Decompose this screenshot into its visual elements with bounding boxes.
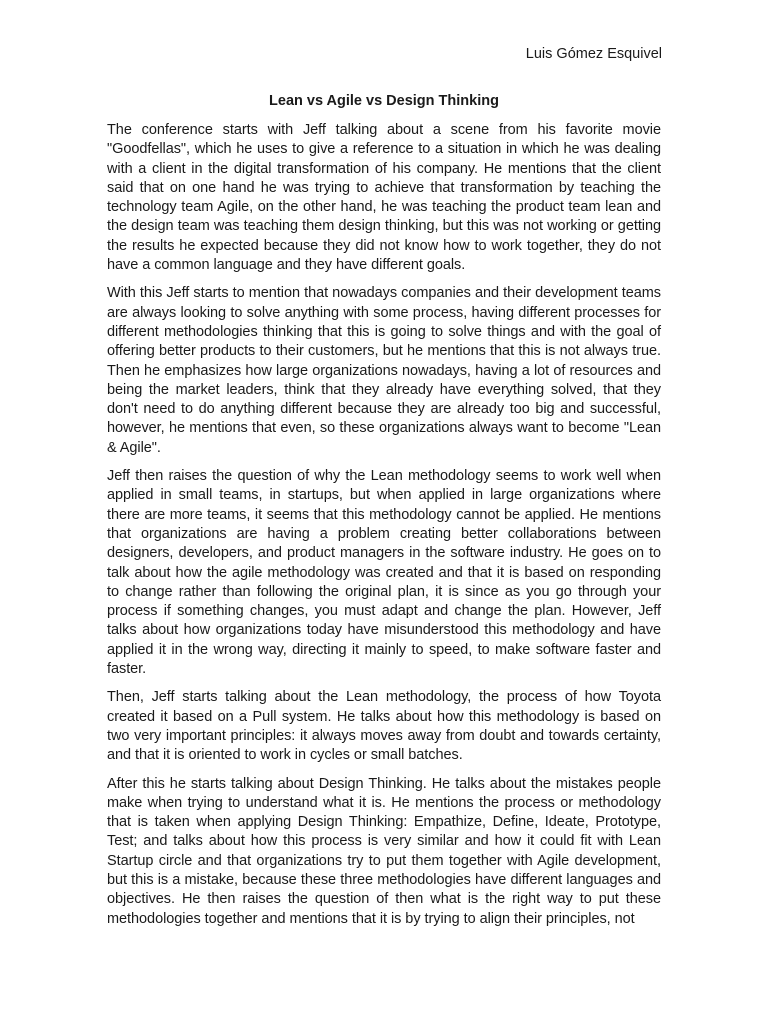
paragraph-2: With this Jeff starts to mention that nowadays companies and their development teams are always looking to solve anything with some process, having different processes for different methodologies thinking that this is going to solve things and with the goal of offering better products to their customers, but he mentions that this is not always true. Then he emphasizes how large organizations nowadays, having a lot of resources and being the market leaders, think that they already have everything solved, that they don't need to do anything different because they are already too big and successful, however, he mentions that even, so these organizations always want to become "Lean & Agile".: [107, 285, 661, 456]
document-body: [107, 121, 661, 938]
paragraph-5: After this he starts talking about Design Thinking. He talks about the mistakes people make when trying to understand what it is. He mentions the process or methodology that is taken when applying Design Thinking: Empathize, Define, Ideate, Prototype, Test; and talks about how this process is very similar and how it could fit with Lean Startup circle and that organizations try to put them together with Agile development, but this is a mistake, because these three methodologies have different languages and objectives. He then raises the question of then what is the right way to put these methodologies together and mentions that it is by trying to align their principles, not: [107, 775, 661, 927]
paragraph-4: Then, Jeff starts talking about the Lean methodology, the process of how Toyota created it based on a Pull system. He talks about how this methodology is based on two very important principles: it always moves away from doubt and towards certainty, and that it is oriented to work in cycles or small batches.: [107, 689, 661, 764]
document-title: Lean vs Agile vs Design Thinking: [269, 93, 499, 109]
author-name: Luis Gómez Esquivel: [525, 46, 662, 62]
paragraph-1: The conference starts with Jeff talking about a scene from his favorite movie "Goodfellas", which he uses to give a reference to a situation in which he was dealing with a client in the digital transformation of his company. He mentions that the client said that on one hand he was trying to achieve that transformation by teaching the technology team Agile, on the other hand, he was teaching the product team lean and the design team was teaching them design thinking, but this was not working or getting the results he expected because they did not know how to work together, they do not have a common language and they have different goals.: [107, 122, 661, 274]
paragraph-3: Jeff then raises the question of why the Lean methodology seems to work well when applied in small teams, in startups, but when applied in large organizations where there are more teams, it seems that this methodology cannot be applied. He mentions that organizations are having a problem creating better collaborations between designers, developers, and product managers in the software industry. He goes on to talk about how the agile methodology was created and that it is based on responding to change rather than following the original plan, it is since as you go through your process if something changes, you must adapt and change the plan. However, Jeff talks about how organizations today have misunderstood this methodology and have applied it in the wrong way, directing it mainly to speed, to make software faster and faster.: [107, 468, 661, 678]
